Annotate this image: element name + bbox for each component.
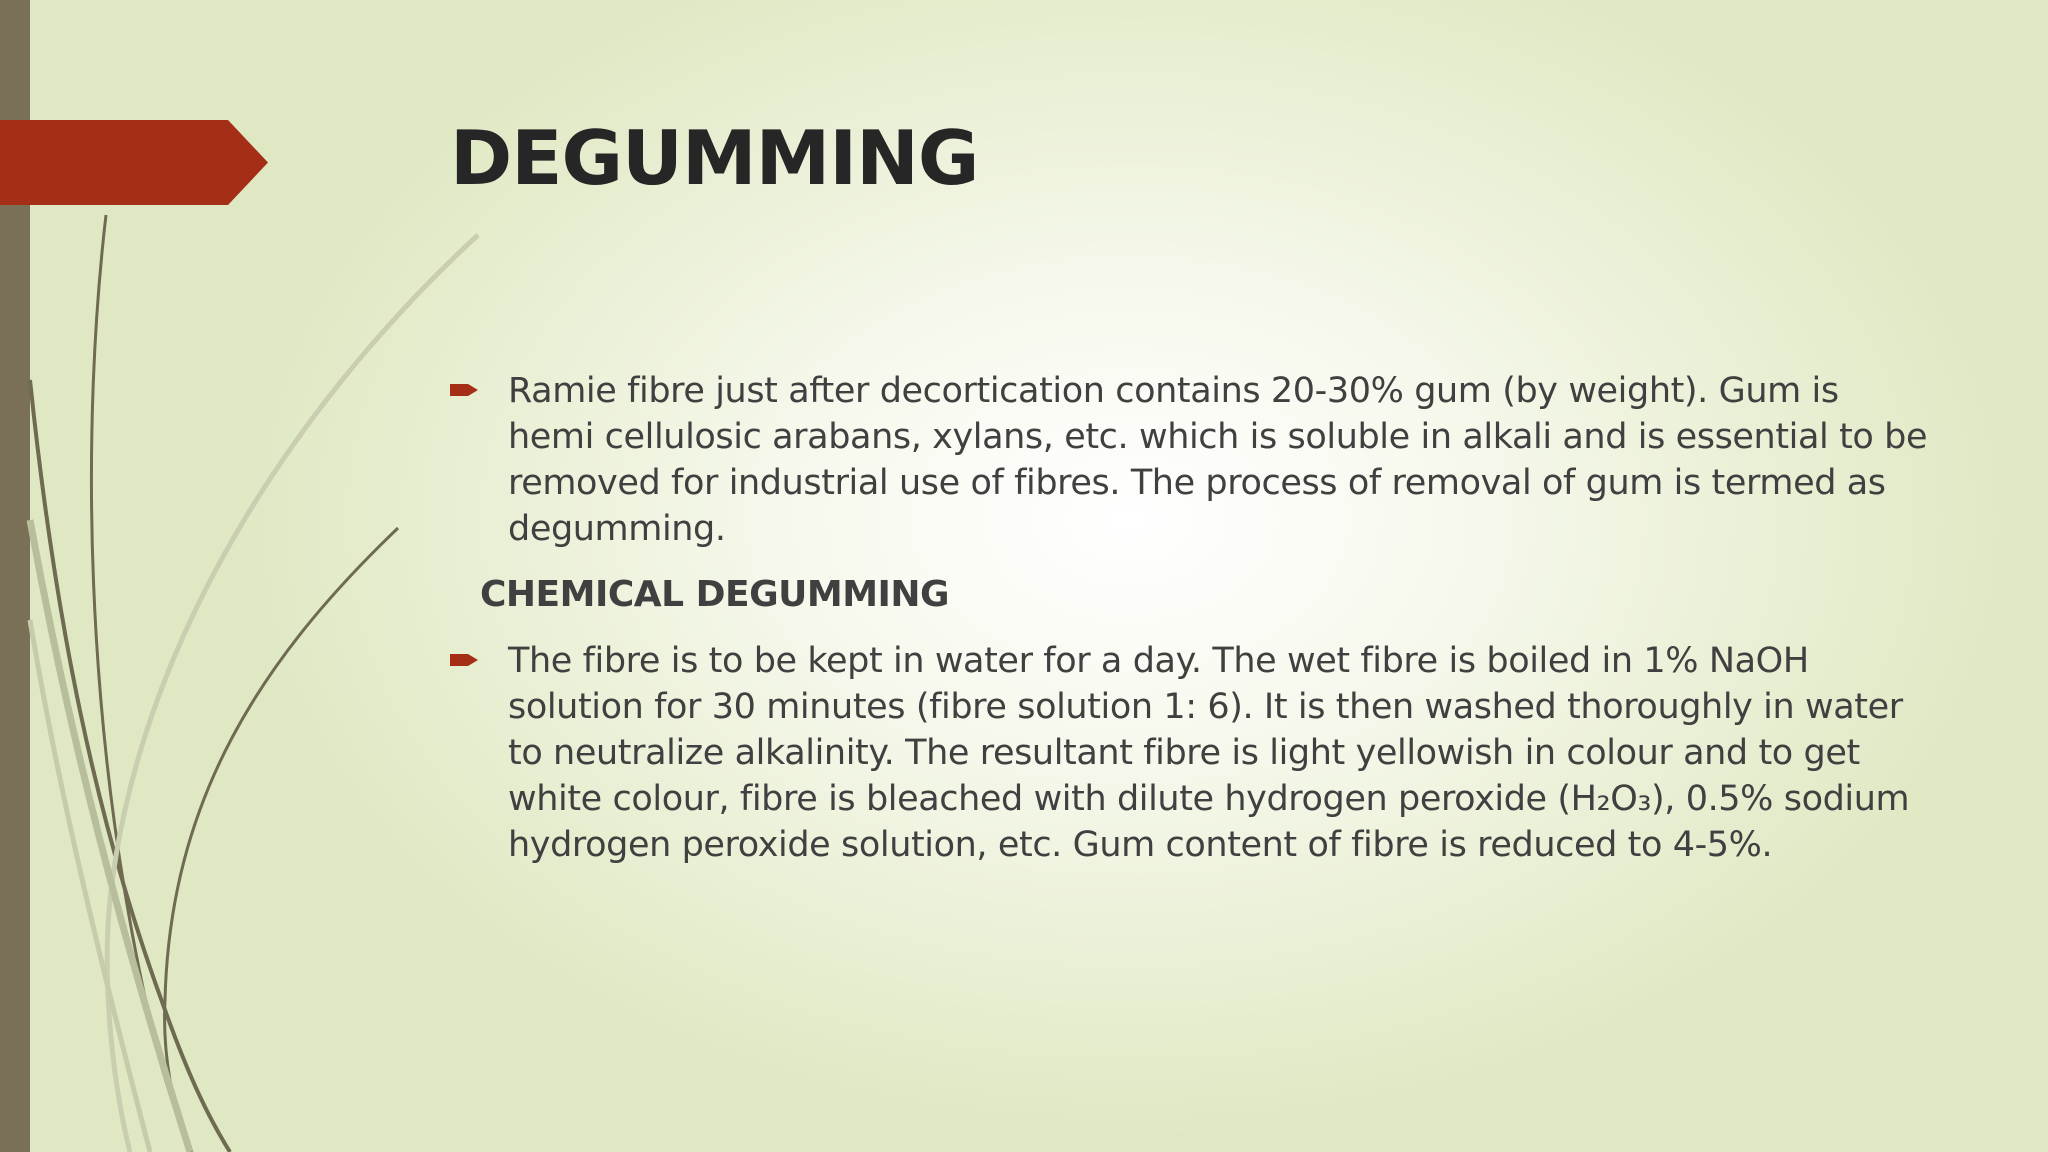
bullet-text: Ramie fibre just after decortication contains 20-30% gum (by weight). Gum is hemi cellulosic arabans, xylans, etc. which is soluble in alkali and is essential to be removed for industrial use of fibres. The process of removal of gum is termed as degumming.	[508, 371, 1928, 549]
bullet-item	[450, 368, 1930, 552]
slide-title: DEGUMMING	[450, 114, 979, 202]
bullet-text: The fibre is to be kept in water for a day. The wet fibre is boiled in 1% NaOH solution for 30 minutes (fibre solution 1: 6). It is then washed thoroughly in water to neutralize alkalinity. The resultant fibre is light yellowish in colour and to get white colour, fibre is bleached with dilute hydrogen peroxide (H₂O₃), 0.5% sodium hydrogen peroxide solution, etc. Gum content of fibre is reduced to 4-5%.	[508, 641, 1910, 865]
slide-body	[450, 368, 1930, 868]
title-arrow-banner	[0, 120, 268, 205]
arrow-bullet-icon	[450, 650, 480, 670]
arrow-bullet-icon	[450, 380, 480, 400]
section-subheading: CHEMICAL DEGUMMING	[480, 574, 950, 615]
bullet-item	[450, 638, 1930, 868]
